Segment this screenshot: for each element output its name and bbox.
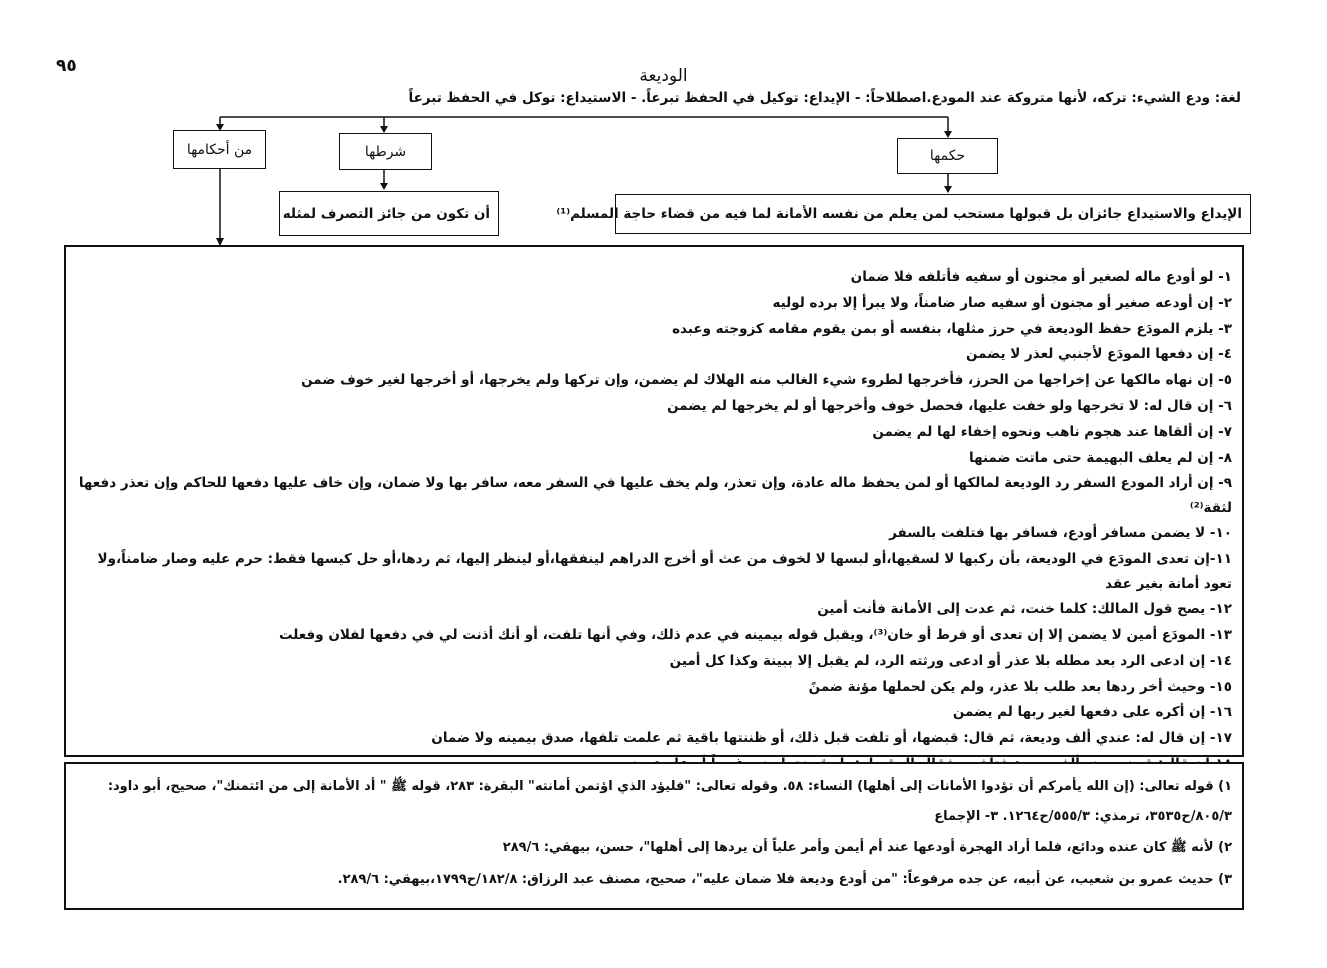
footnotes-box	[64, 762, 1244, 910]
rule-item: ٧- إن ألقاها عند هجوم ناهب ونحوه إخفاء لها لم يضمن	[872, 423, 1232, 440]
condition-content-box	[279, 191, 499, 236]
rule-item: ٩- إن أراد المودع السفر رد الوديعة لمالكها أو لمن يحفظ ماله عادة، وإن تعذر، ولم يخف عليها في السفر معه، سافر بها ولا ضمان، وإن خاف عليها دفعها للحاكم وإن تعذر دفعها لثقة⁽²⁾	[78, 475, 1232, 517]
rule-item: ٤- إن دفعها المودَع لأجنبي لعذر لا يضمن	[966, 346, 1232, 363]
condition-heading-box	[339, 133, 432, 170]
page-number: ٩٥	[56, 56, 77, 76]
ruling-content: الإيداع والاستيداع جائزان بل قبولها مستحب لمن يعلم من نفسه الأمانة لما فيه من قضاء حاجة المسلم⁽¹⁾	[556, 206, 1242, 222]
condition-heading: شرطها	[364, 143, 407, 160]
definition-text: لغة: ودع الشيء: تركه، لأنها متروكة عند المودع.اصطلاحاً: - الإيداع: توكيل في الحفظ تبرعاً. - الاستيداع: توكل في الحفظ تبرعاً	[408, 90, 1241, 106]
footnote-item: ٢) لأنه ﷺ كان عنده ودائع، فلما أراد الهجرة أودعها عند أم أيمن وأمر علياً أن يردها إلى أهلها"، حسن، بيهقي: ٢٨٩/٦	[502, 840, 1232, 855]
rule-item: ١٦- إن أكره على دفعها لغير ربها لم يضمن	[952, 704, 1232, 721]
footnote-item: ٣) حديث عمرو بن شعيب، عن أبيه، عن جده مرفوعاً: "من أودع وديعة فلا ضمان عليه"، صحيح، مصنف عبد الرزاق: ١٨٢/٨/ح١٧٩٩،بيهقي: ٢٨٩/٦.	[337, 872, 1232, 887]
rules-list	[76, 265, 1232, 778]
rulings-heading: من أحكامها	[186, 141, 253, 158]
ruling-heading-box	[897, 138, 998, 174]
footnotes-list	[76, 772, 1232, 896]
rule-item: ٨- إن لم يعلف البهيمة حتى ماتت ضمنها	[969, 449, 1232, 466]
rule-item: ١٣- المودَع أمين لا يضمن إلا إن تعدى أو فرط أو خان⁽³⁾، ويقبل قوله بيمينه في عدم ذلك، وفي أنها تلفت، أو أنك أذنت لي في دفعها لفلان وفعلت	[279, 626, 1232, 643]
rulings-heading-box	[173, 130, 266, 169]
rule-item: ٦- إن قال له: لا تخرجها ولو خفت عليها، فحصل خوف وأخرجها أو لم يخرجها لم يضمن	[667, 397, 1232, 414]
rule-item: ١٧- إن قال له: عندي ألف وديعة، ثم قال: قبضها، أو تلفت قبل ذلك، أو ظننتها باقية ثم علمت تلفها، صدق بيمينه ولا ضمان	[431, 730, 1232, 747]
rule-item: ١- لو أودع ماله لصغير أو مجنون أو سفيه فأتلفه فلا ضمان	[850, 269, 1232, 285]
rule-item: ١٤- إن ادعى الرد بعد مطله بلا عذر أو ادعى ورثته الرد، لم يقبل إلا ببينة وكذا كل أمين	[669, 652, 1232, 669]
condition-content: أن تكون من جائز التصرف لمثله	[282, 205, 490, 222]
rule-item: ١٥- وحيث أخر ردها بعد طلب بلا عذر، ولم يكن لحملها مؤنة ضمنً	[808, 678, 1232, 695]
rules-box	[64, 245, 1244, 757]
footnote-item: ١) قوله تعالى: (إن الله يأمركم أن تؤدوا الأمانات إلى أهلها) النساء: ٥٨. وقوله تعالى: "فليؤد الذي اؤتمن أمانته" البقرة: ٢٨٣، قوله ﷺ " أد الأمانة إلى من ائتمنك"، صحيح، أبو داود: ٨٠٥/٣/ح٣٥٣٥، ترمذي: ٥٥٥/٣/ح١٢٦٤. ٣- الإجماع	[107, 779, 1232, 824]
ruling-content-box	[556, 194, 1251, 234]
rule-item: ٥- إن نهاه مالكها عن إخراجها من الحرز، فأخرجها لطروء شيء الغالب منه الهلاك لم يضمن، وإن تركها ولم يخرجها، أو أخرجها لغير خوف ضمن	[301, 372, 1232, 389]
rule-item: ١١-إن تعدى المودَع في الوديعة، بأن ركبها لا لسقيها،أو لبسها لا لخوف من عث أو أخرج الدراهم لينفقها،أو لينظر إليها، ثم ردها،أو حل كيسها فقط: حرم عليه وصار ضامناً،ولا تعود أمانة بغير عقد	[97, 551, 1232, 593]
ruling-heading: حكمها	[929, 148, 966, 164]
rule-item: ٢- إن أودعه صغير أو مجنون أو سفيه صار ضامناً، ولا يبرأ إلا برده لوليه	[772, 294, 1232, 311]
page-title: الوديعة	[639, 66, 688, 86]
rule-item: ١٠- لا يضمن مسافر أودع، فسافر بها فتلفت بالسفر	[889, 525, 1232, 542]
rule-item: ٣- يلزم المودَع حفظ الوديعة في حرز مثلها، بنفسه أو بمن يقوم مقامه كزوجته وعبده	[672, 320, 1232, 337]
rule-item: ١٢- يصح قول المالك: كلما خنت، ثم عدت إلى الأمانة فأنت أمين	[817, 601, 1232, 618]
